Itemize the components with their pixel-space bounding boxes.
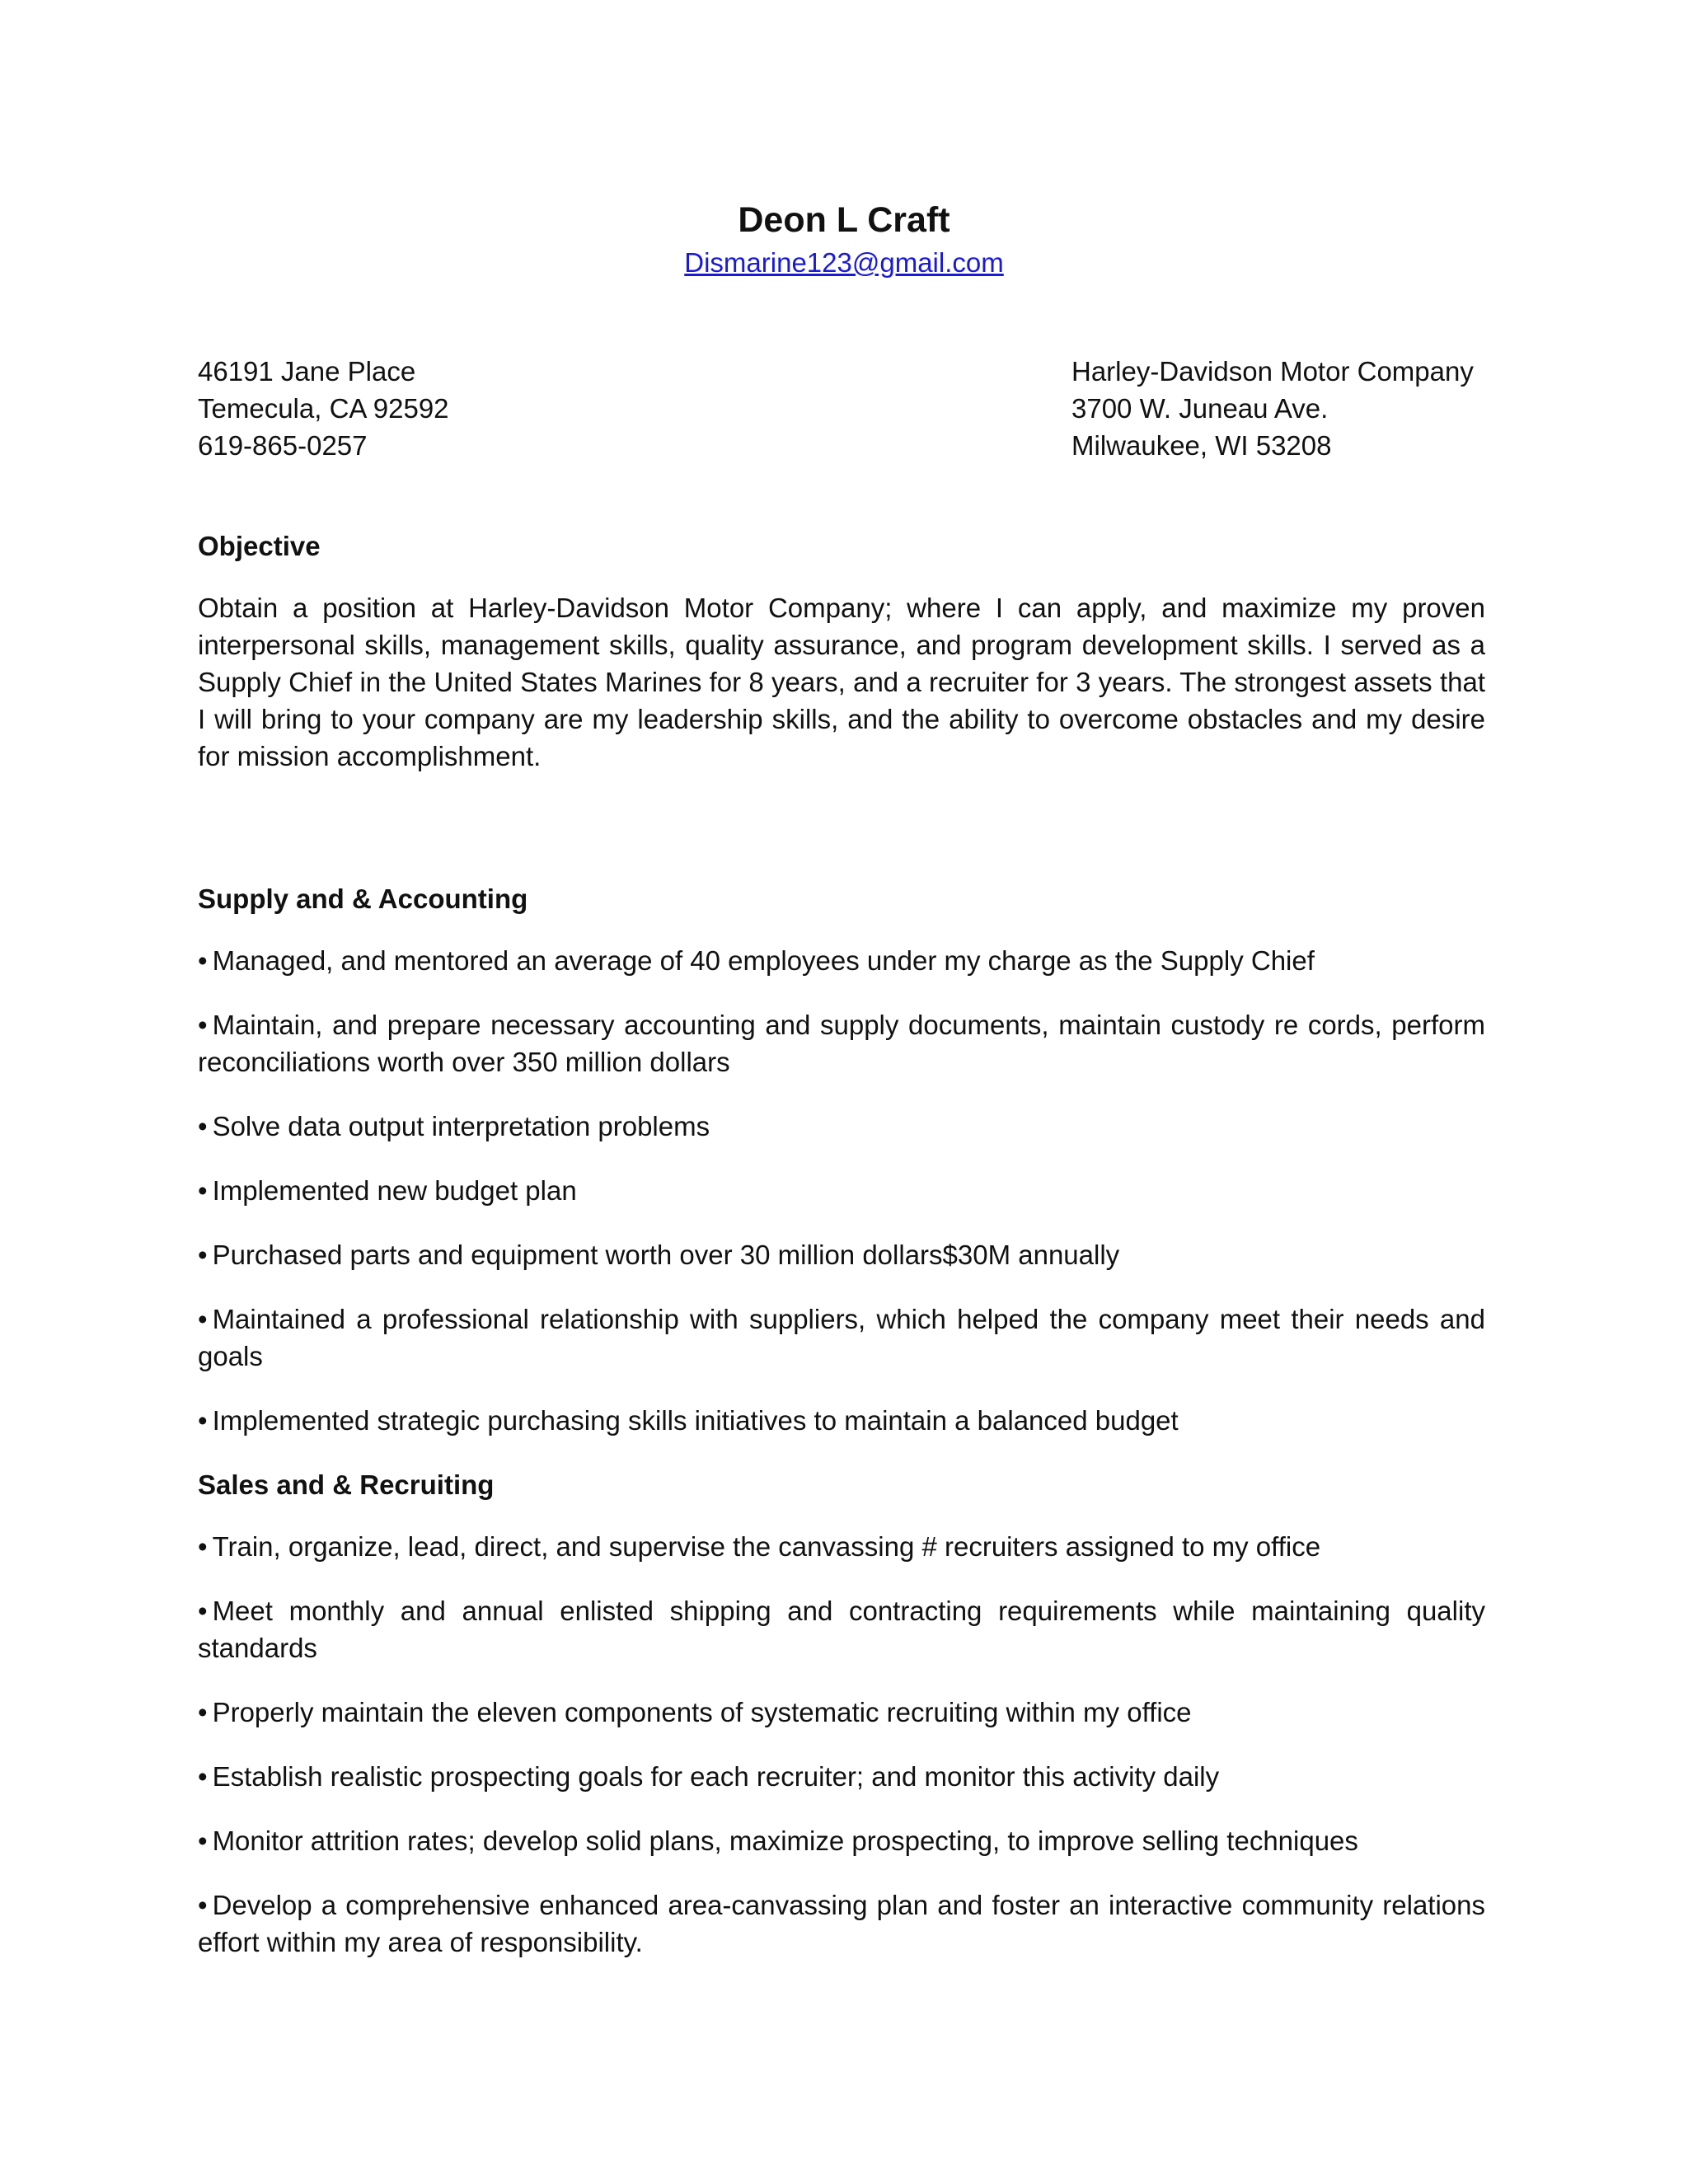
list-item: • Solve data output interpretation problems [198,1111,710,1141]
section-heading-sales: Sales and & Recruiting [198,1469,495,1500]
sender-city: Temecula, CA 92592 [198,393,449,424]
list-item: • Maintained a professional relationship with suppliers, which helped the company meet their needs and goals [198,1304,1485,1371]
list-item: • Meet monthly and annual enlisted shipping and contracting requirements while maintaining quality standards [198,1596,1485,1663]
sender-address [198,353,449,464]
sales-bullet-list [198,1528,1485,1961]
resume-header [0,196,1688,282]
list-item: • Managed, and mentored an average of 40 employees under my charge as the Supply Chief [198,945,1315,976]
list-item: • Properly maintain the eleven components of systematic recruiting within my office [198,1697,1192,1727]
recipient-address [1071,353,1474,464]
recipient-city: Milwaukee, WI 53208 [1071,430,1332,461]
list-item: • Monitor attrition rates; develop solid plans, maximize prospecting, to improve selling techniques [198,1825,1358,1856]
recipient-street: 3700 W. Juneau Ave. [1071,393,1329,424]
sender-street: 46191 Jane Place [198,356,416,387]
list-item: • Establish realistic prospecting goals for each recruiter; and monitor this activity daily [198,1761,1220,1792]
supply-bullet-list [198,942,1485,1439]
list-item: • Maintain, and prepare necessary accounting and supply documents, maintain custody re cords, perform reconciliations worth over 350 million dollars [198,1010,1485,1077]
email-link[interactable]: Dismarine123@gmail.com [684,247,1004,278]
recipient-company: Harley-Davidson Motor Company [1071,356,1474,387]
list-item: • Develop a comprehensive enhanced area-canvassing plan and foster an interactive community relations effort within my area of responsibility. [198,1890,1485,1957]
resume-body [198,527,1485,1988]
list-item: • Implemented strategic purchasing skills initiatives to maintain a balanced budget [198,1405,1179,1436]
section-heading-supply: Supply and & Accounting [198,883,528,914]
list-item: • Implemented new budget plan [198,1175,577,1206]
objective-heading: Objective [198,531,321,561]
list-item: • Purchased parts and equipment worth over 30 million dollars$30M annually [198,1240,1120,1270]
sender-phone: 619-865-0257 [198,430,368,461]
list-item: • Train, organize, lead, direct, and supervise the canvassing # recruiters assigned to my office [198,1531,1321,1562]
objective-text: Obtain a position at Harley-Davidson Motor Company; where I can apply, and maximize my proven interpersonal skills, management skills, quality assurance, and program development skills. I served as a Supply Chief in the United States Marines for 8 years, and a recruiter for 3 years. The strongest assets that I will bring to your company are my leadership skills, and the ability to overcome obstacles and my desire for mission accomplishment. [198,593,1485,771]
applicant-name: Deon L Craft [738,200,950,240]
